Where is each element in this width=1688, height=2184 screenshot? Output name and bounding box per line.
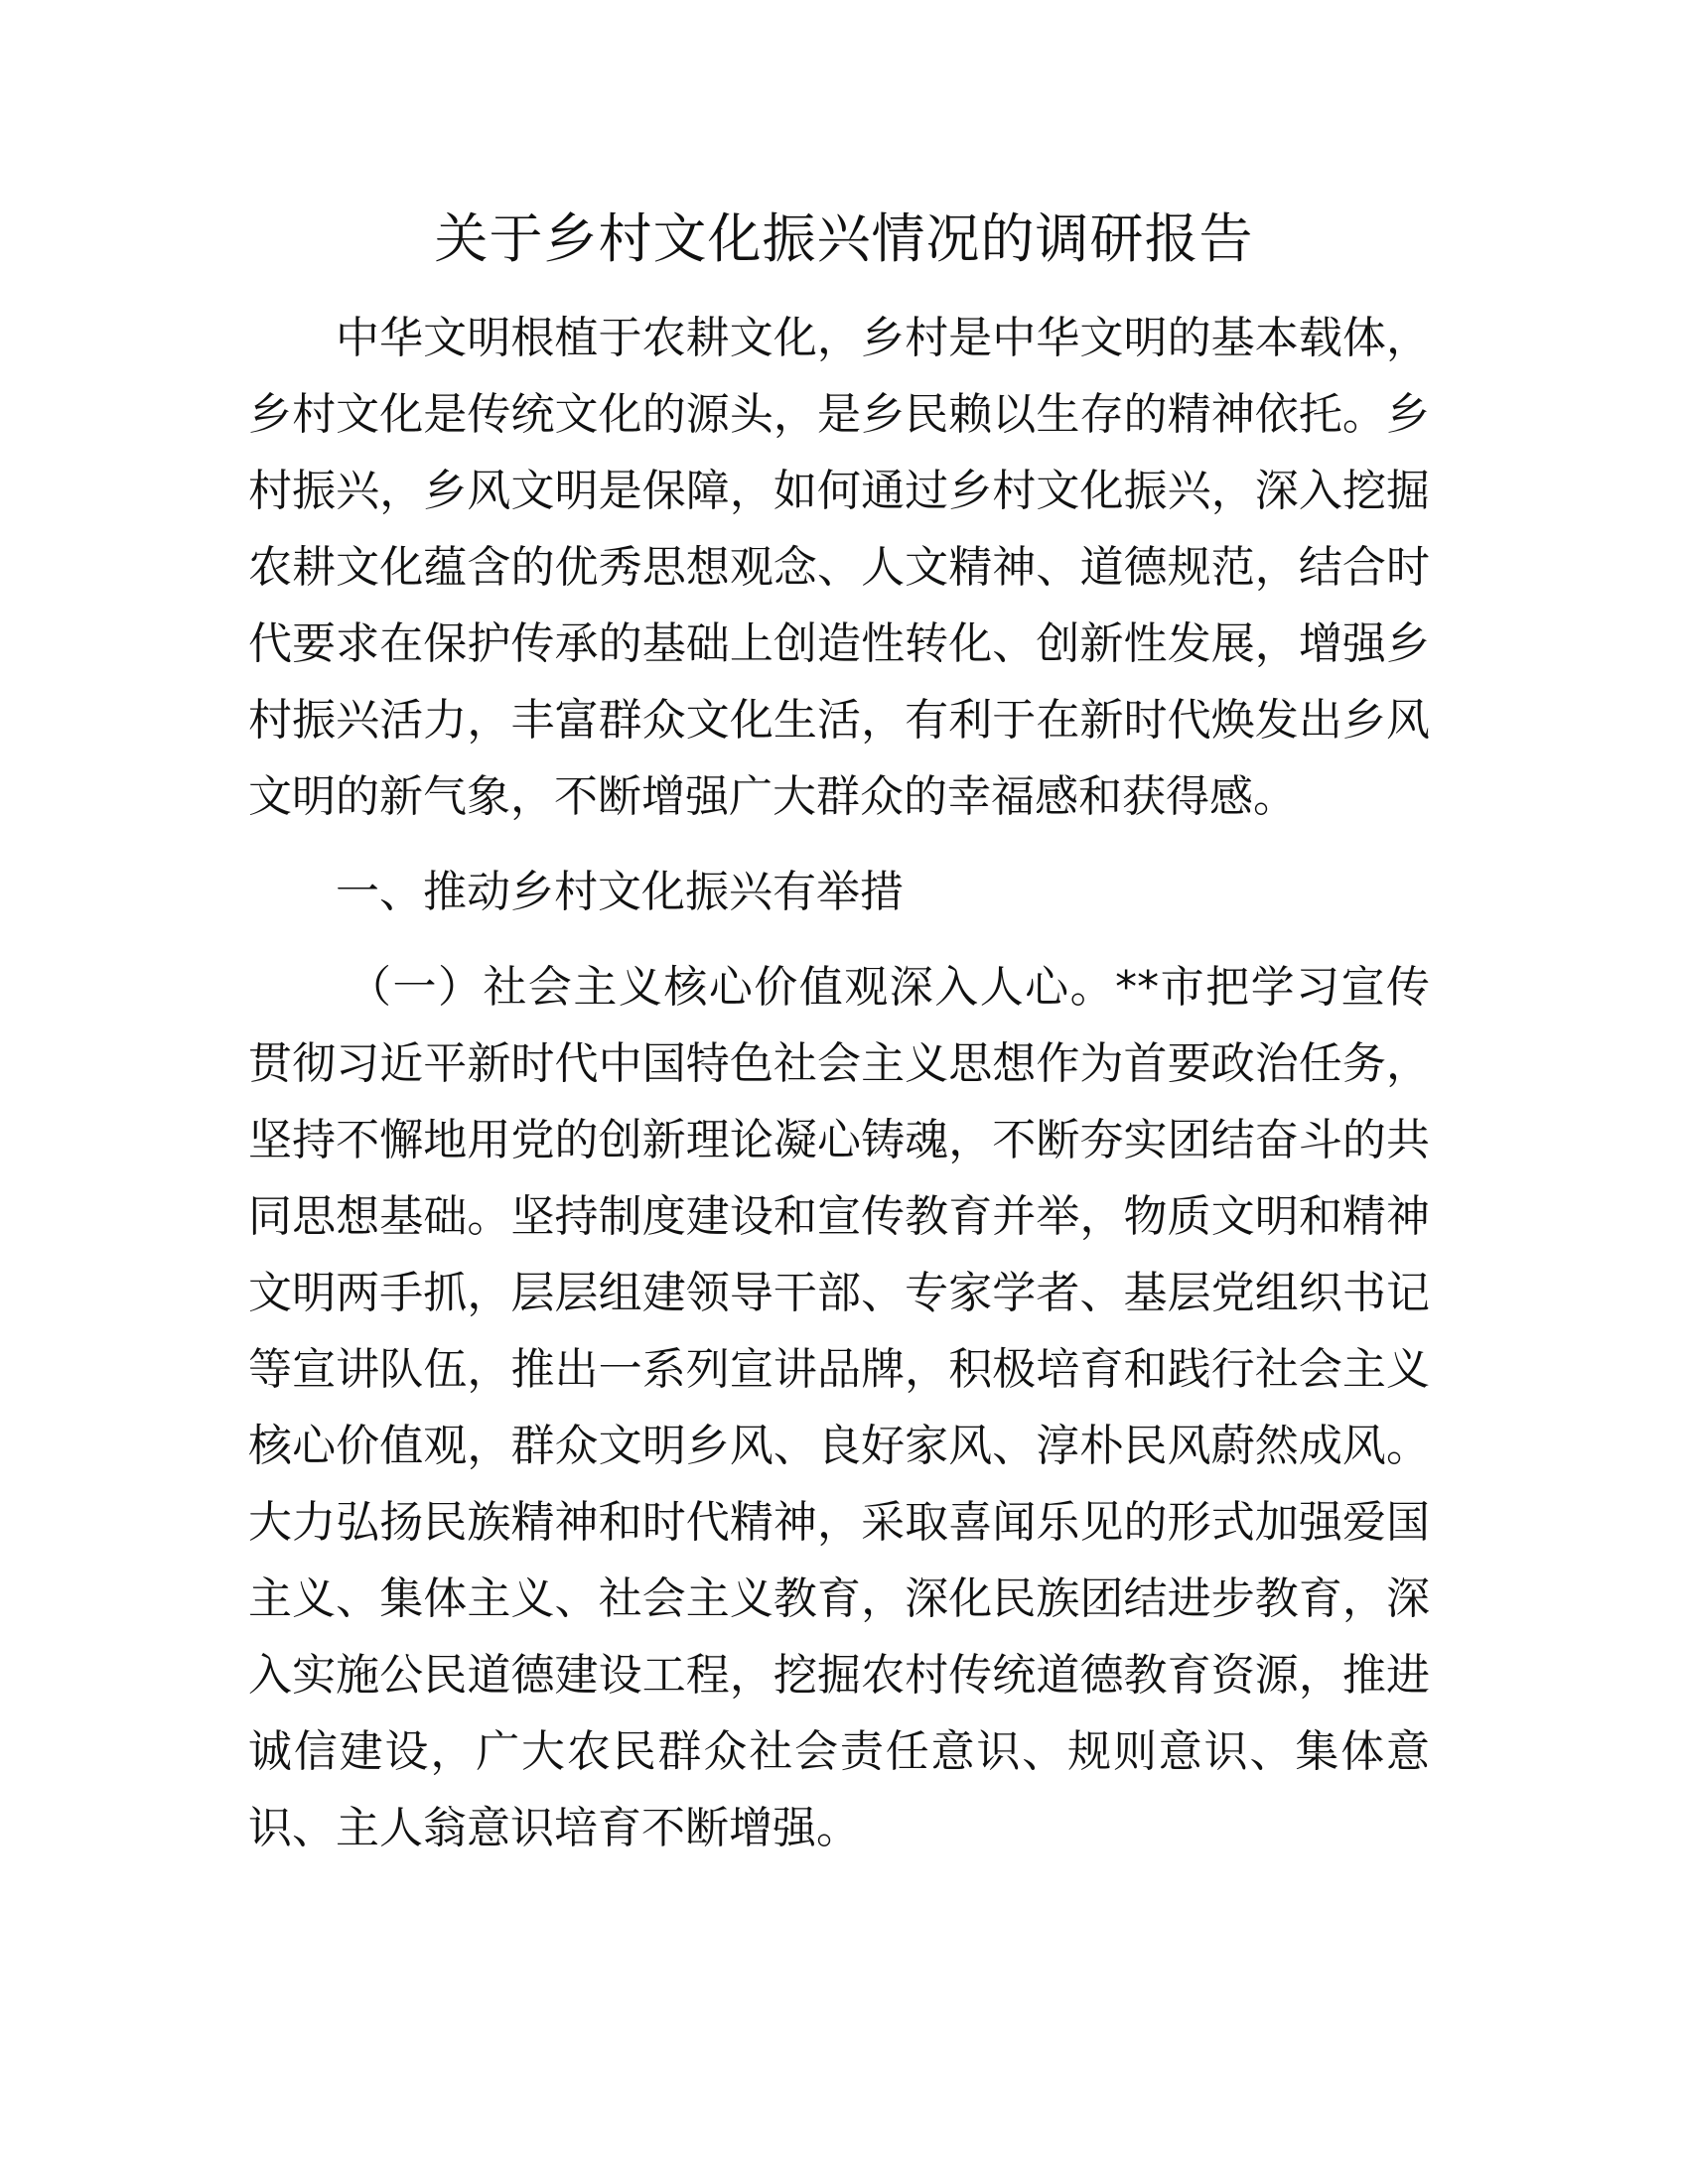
intro-paragraph: 中华文明根植于农耕文化，乡村是中华文明的基本载体，乡村文化是传统文化的源头，是乡民赖以生存的精神依托。乡村振兴，乡风文明是保障，如何通过乡村文化振兴，深入挖掘农耕文化蕴含的优秀思想观念、人文精神、道德规范，结合时代要求在保护传承的基础上创造性转化、创新性发展，增强乡村振兴活力，丰富群众文化生活，有利于在新时代焕发出乡风文明的新气象，不断增强广大群众的幸福感和获得感。 — [248, 313, 1430, 822]
section-heading: 一、推动乡村文化振兴有举措 — [336, 867, 904, 917]
document-title: 关于乡村文化振兴情况的调研报告 — [434, 207, 1254, 270]
section-paragraph: （一）社会主义核心价值观深入人心。**市把学习宣传贯彻习近平新时代中国特色社会主义思想作为首要政治任务，坚持不懈地用党的创新理论凝心铸魂，不断夯实团结奋斗的共同思想基础。坚持制度建设和宣传教育并举，物质文明和精神文明两手抓，层层组建领导干部、专家学者、基层党组织书记等宣讲队伍，推出一系列宣讲品牌，积极培育和践行社会主义核心价值观，群众文明乡风、良好家风、淳朴民风蔚然成风。大力弘扬民族精神和时代精神，采取喜闻乐见的形式加强爱国主义、集体主义、社会主义教育，深化民族团结进步教育，深入实施公民道德建设工程，挖掘农村传统道德教育资源，推进诚信建设，广大农民群众社会责任意识、规则意识、集体意识、主人翁意识培育不断增强。 — [248, 962, 1430, 1853]
